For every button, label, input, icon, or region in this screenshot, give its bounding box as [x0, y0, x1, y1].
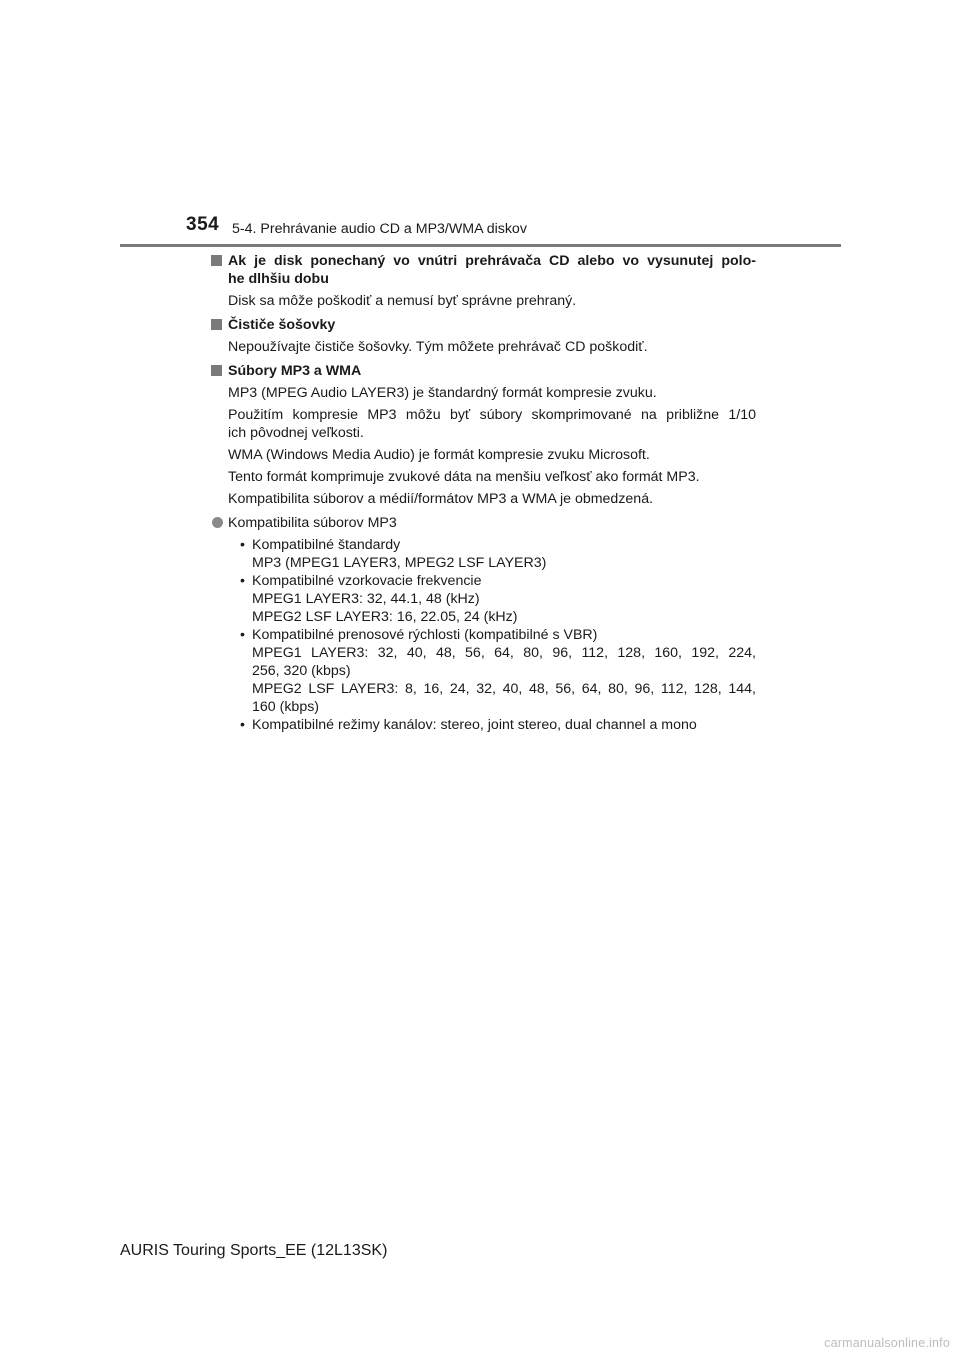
heading-disk-left-in-player — [210, 252, 756, 288]
paragraph-line: ich pôvodnej veľkosti. — [228, 425, 364, 441]
list-item-title: Kompatibilné prenosové rýchlosti (kompatibilné s VBR) — [252, 627, 598, 643]
square-bullet-icon — [211, 365, 222, 376]
footer-model: AURIS Touring Sports_EE (12L13SK) — [120, 1242, 388, 1259]
heading-lens-cleaners — [210, 316, 756, 334]
list-item-line: 256, 320 (kbps) — [252, 663, 351, 679]
paragraph-line: Použitím kompresie MP3 môžu byť súbory skomprimované na približne 1/10 — [228, 407, 756, 423]
square-bullet-icon — [211, 255, 222, 266]
list-item-line: MPEG2 LSF LAYER3: 8, 16, 24, 32, 40, 48, 56, 64, 80, 96, 112, 128, 144, — [252, 681, 756, 697]
paragraph: Disk sa môže poškodiť a nemusí byť správne prehraný. — [228, 293, 577, 309]
list-item — [240, 536, 756, 572]
heading-mp3-wma-files — [210, 362, 756, 380]
list-item-title: Kompatibilné vzorkovacie frekvencie — [252, 573, 482, 589]
paragraph — [210, 406, 756, 442]
list-item-line: 160 (kbps) — [252, 699, 320, 715]
subheading-mp3-compatibility — [210, 514, 756, 532]
section-title: 5-4. Prehrávanie audio CD a MP3/WMA diskov — [232, 221, 527, 237]
heading-line: Ak je disk ponechaný vo vnútri prehrávača CD alebo vo vysunutej polo- — [228, 253, 756, 269]
list-item-line: MPEG2 LSF LAYER3: 16, 22.05, 24 (kHz) — [252, 609, 518, 625]
paragraph: Kompatibilita súborov a médií/formátov MP3 a WMA je obmedzená. — [228, 491, 654, 507]
bullet-mark: • — [240, 717, 245, 733]
list-item-line: MPEG1 LAYER3: 32, 40, 48, 56, 64, 80, 96, 112, 128, 160, 192, 224, — [252, 645, 756, 661]
heading-line: he dlhšiu dobu — [228, 271, 329, 287]
list-item-line: MPEG1 LAYER3: 32, 44.1, 48 (kHz) — [252, 591, 480, 607]
paragraph: Tento formát komprimuje zvukové dáta na menšiu veľkosť ako formát MP3. — [228, 469, 700, 485]
watermark: carmanualsonline.info — [824, 1336, 950, 1350]
paragraph: WMA (Windows Media Audio) je formát kompresie zvuku Microsoft. — [228, 447, 650, 463]
circle-bullet-icon — [212, 517, 223, 528]
paragraph: MP3 (MPEG Audio LAYER3) je štandardný formát kompresie zvuku. — [228, 385, 657, 401]
subheading-text: Kompatibilita súborov MP3 — [228, 515, 397, 531]
list-item — [240, 716, 756, 734]
list-item-title: Kompatibilné režimy kanálov: stereo, joint stereo, dual channel a mono — [252, 717, 697, 733]
heading-text: Čističe šošovky — [228, 317, 336, 333]
bullet-list — [210, 536, 756, 734]
bullet-mark: • — [240, 537, 245, 553]
list-item-title: Kompatibilné štandardy — [252, 537, 401, 553]
heading-text: Súbory MP3 a WMA — [228, 363, 362, 379]
list-item — [240, 572, 756, 626]
content — [210, 252, 756, 734]
paragraph: Nepoužívajte čističe šošovky. Tým môžete prehrávač CD poškodiť. — [228, 339, 648, 355]
header-rule — [120, 244, 841, 247]
list-item-line: MP3 (MPEG1 LAYER3, MPEG2 LSF LAYER3) — [252, 555, 547, 571]
bullet-mark: • — [240, 627, 245, 643]
list-item — [240, 626, 756, 716]
square-bullet-icon — [211, 319, 222, 330]
page-number: 354 — [186, 214, 220, 235]
bullet-mark: • — [240, 573, 245, 589]
